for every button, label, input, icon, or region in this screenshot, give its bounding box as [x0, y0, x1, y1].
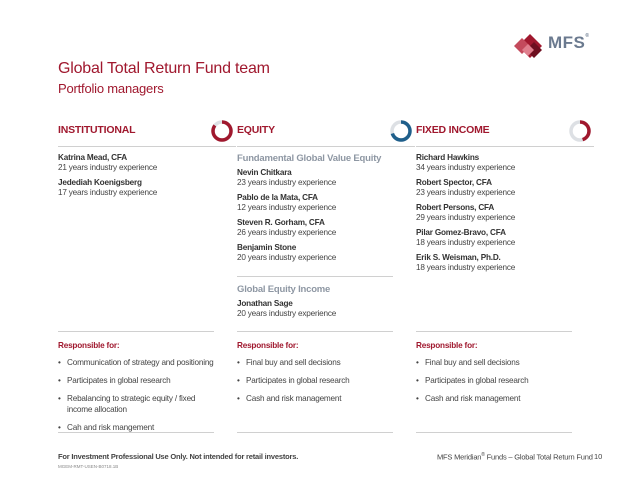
divider: [237, 331, 393, 332]
manager-name: Jonathan Sage: [237, 299, 293, 308]
manager-experience: 34 years industry experience: [416, 163, 516, 172]
responsibility-item: • Participates in global research: [416, 375, 576, 386]
manager-name: Nevin Chitkara: [237, 168, 292, 177]
column-title: EQUITY: [237, 124, 275, 136]
divider: [237, 276, 393, 277]
column-1: [237, 116, 415, 318]
responsibility-item: • Final buy and sell decisions: [237, 357, 397, 368]
responsibilities: [416, 341, 576, 404]
page-subtitle: Portfolio managers: [58, 81, 164, 96]
responsibilities-title: Responsible for:: [237, 341, 299, 350]
team-group: [58, 153, 236, 197]
divider: [58, 331, 214, 332]
logo-wordmark: MFS®: [548, 33, 590, 52]
manager-name: Robert Spector, CFA: [416, 178, 492, 187]
manager-experience: 20 years industry experience: [237, 253, 337, 262]
team-section-title: Global Equity Income: [237, 284, 331, 295]
manager-name: Robert Persons, CFA: [416, 203, 495, 212]
manager-experience: 26 years industry experience: [237, 228, 337, 237]
column-header: [237, 116, 415, 147]
manager-experience: 20 years industry experience: [237, 309, 337, 318]
responsibilities-title: Responsible for:: [416, 341, 478, 350]
column-title: INSTITUTIONAL: [58, 124, 136, 136]
responsibility-item: • Cah and risk mangement: [58, 422, 218, 433]
responsibilities: [237, 341, 397, 404]
manager-experience: 12 years industry experience: [237, 203, 337, 212]
footer-code: MGEM-RMT-USEN-B0718.1B: [58, 464, 119, 469]
manager-experience: 21 years industry experience: [58, 163, 158, 172]
responsibility-item: • Communication of strategy and positioning: [58, 357, 218, 368]
divider: [58, 432, 214, 433]
responsibility-item: • Participates in global research: [58, 375, 218, 386]
manager-experience: 23 years industry experience: [237, 178, 337, 187]
column-0: [58, 116, 236, 197]
responsibilities-title: Responsible for:: [58, 341, 120, 350]
progress-ring-icon: [568, 119, 592, 143]
manager-name: Jedediah Koenigsberg: [58, 178, 142, 187]
responsibility-item: • Cash and risk management: [416, 393, 576, 404]
manager-name: Erik S. Weisman, Ph.D.: [416, 253, 501, 262]
column-title: FIXED INCOME: [416, 124, 490, 136]
manager-experience: 29 years industry experience: [416, 213, 516, 222]
column-header: [58, 116, 236, 147]
responsibility-item: • Cash and risk management: [237, 393, 397, 404]
page-title: Global Total Return Fund team: [58, 60, 270, 77]
progress-ring-icon: [389, 119, 413, 143]
manager-name: Pilar Gomez-Bravo, CFA: [416, 228, 506, 237]
divider: [416, 432, 572, 433]
responsibility-item: • Final buy and sell decisions: [416, 357, 576, 368]
team-group: [237, 153, 415, 262]
team-group: [237, 284, 415, 318]
footer-fund-name: MFS Meridian® Funds – Global Total Return Fund: [437, 452, 593, 462]
responsibility-item: • Participates in global research: [237, 375, 397, 386]
team-section-title: Fundamental Global Value Equity: [237, 153, 382, 164]
divider: [416, 331, 572, 332]
responsibility-item: • Rebalancing to strategic equity / fixed income allocation: [58, 393, 218, 415]
manager-name: Richard Hawkins: [416, 153, 479, 162]
progress-ring-icon: [210, 119, 234, 143]
team-group: [416, 153, 594, 272]
page-number: 10: [594, 452, 603, 461]
column-header: [416, 116, 594, 147]
manager-experience: 17 years industry experience: [58, 188, 158, 197]
manager-experience: 23 years industry experience: [416, 188, 516, 197]
column-2: [416, 116, 594, 272]
manager-experience: 18 years industry experience: [416, 263, 516, 272]
manager-name: Pablo de la Mata, CFA: [237, 193, 318, 202]
manager-name: Katrina Mead, CFA: [58, 153, 127, 162]
divider: [237, 432, 393, 433]
manager-experience: 18 years industry experience: [416, 238, 516, 247]
footer-disclaimer: For Investment Professional Use Only. Not intended for retail investors.: [58, 452, 299, 461]
responsibilities: [58, 341, 218, 433]
manager-name: Benjamin Stone: [237, 243, 297, 252]
manager-name: Steven R. Gorham, CFA: [237, 218, 325, 227]
